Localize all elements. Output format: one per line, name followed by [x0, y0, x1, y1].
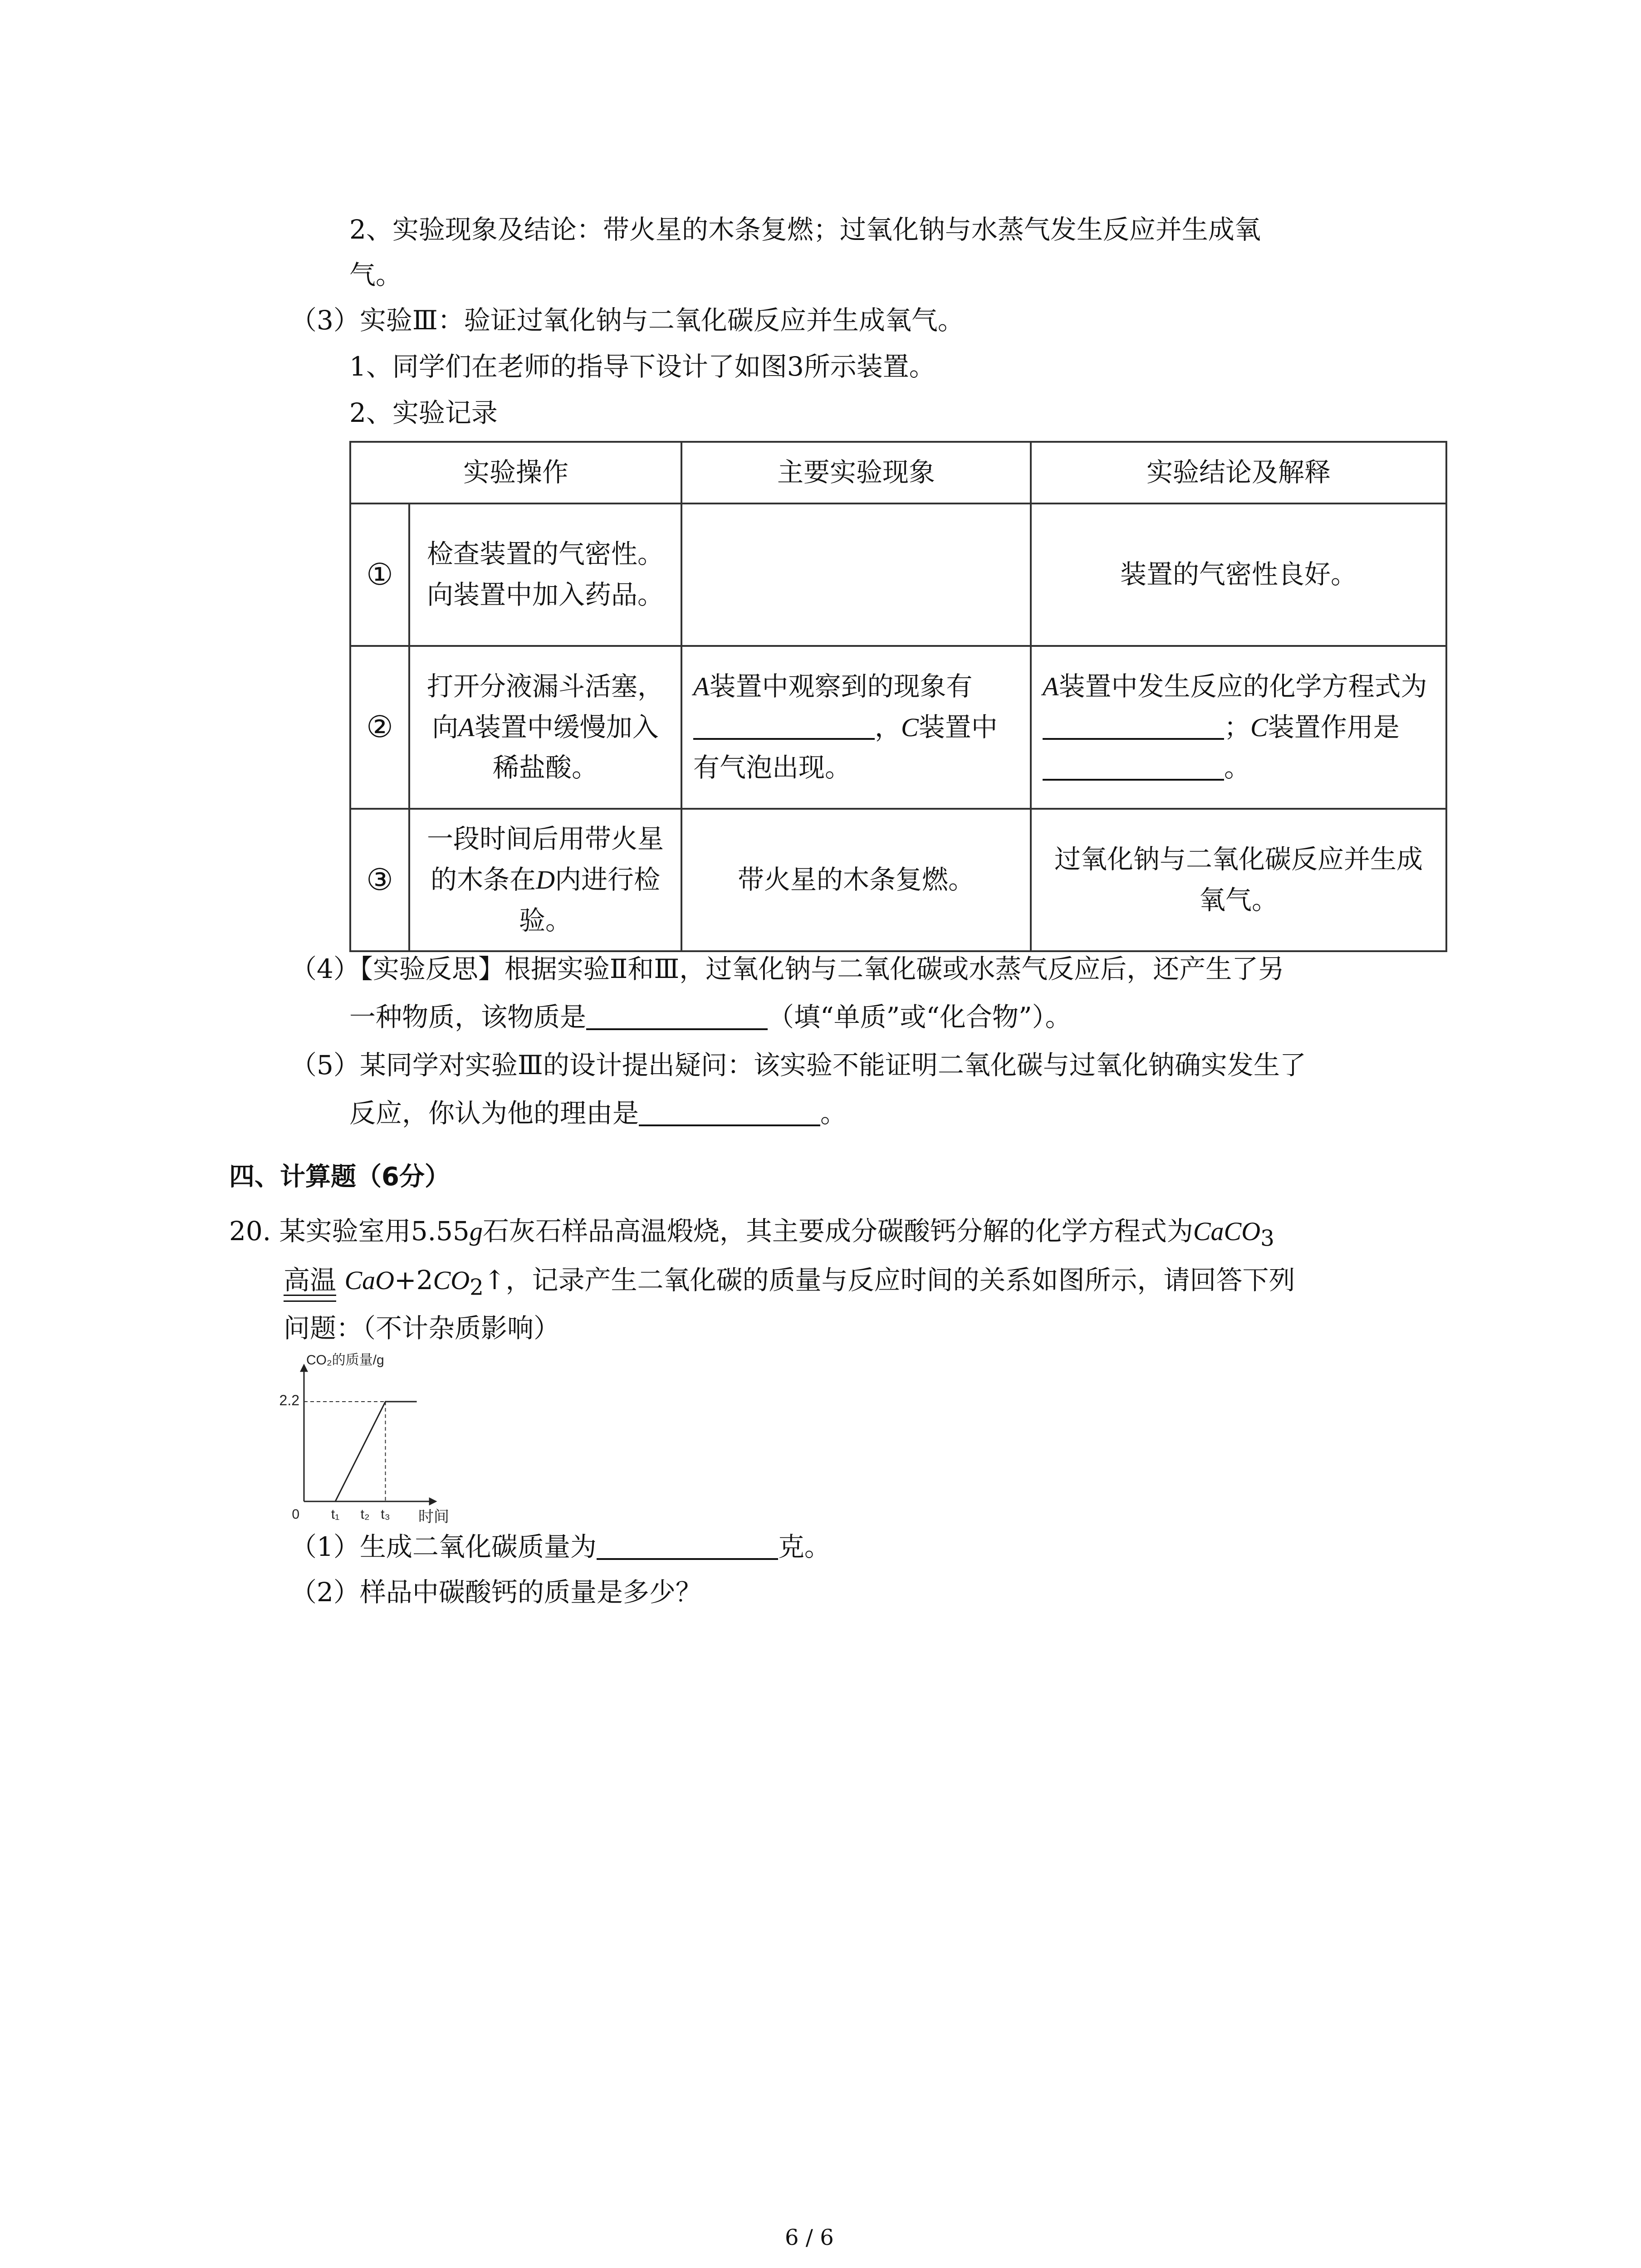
- row-number: ②: [350, 646, 409, 809]
- table-row: [350, 809, 1446, 951]
- y-axis-label: CO₂的质量/g: [306, 1353, 384, 1368]
- conclusion-cell: A装置中发生反应的化学方程式为；C装置作用是。: [1031, 646, 1446, 809]
- question-3-title: （3）实验Ⅲ：验证过氧化钠与二氧化碳反应并生成氧气。: [290, 305, 964, 336]
- table-header: 实验结论及解释: [1031, 442, 1446, 503]
- conclusion-cell: 装置的气密性良好。: [1031, 503, 1446, 646]
- row-number: ③: [350, 809, 409, 951]
- answer-blank[interactable]: [1043, 750, 1224, 781]
- co2-mass-line: [304, 1402, 417, 1501]
- text-line: 2、实验现象及结论：带火星的木条复燃；过氧化钠与水蒸气发生反应并生成氧: [349, 214, 1261, 245]
- page-number: 6 / 6: [785, 2225, 834, 2250]
- answer-blank[interactable]: [597, 1529, 778, 1560]
- phenomenon-cell: A装置中观察到的现象有，C装置中有气泡出现。: [681, 646, 1031, 809]
- co2-mass-chart: [254, 1352, 463, 1524]
- table-header: 主要实验现象: [681, 442, 1031, 503]
- x-axis-label: 时间: [418, 1508, 449, 1524]
- table-header: 实验操作: [350, 442, 681, 503]
- table-row: [350, 503, 1446, 646]
- question-5-cont: 反应，你认为他的理由是 。: [349, 1093, 847, 1134]
- row-number: ①: [350, 503, 409, 646]
- conclusion-cell: 过氧化钠与二氧化碳反应并生成氧气。: [1031, 809, 1446, 951]
- x-tick-label: t₁: [331, 1507, 340, 1522]
- answer-blank[interactable]: [693, 709, 875, 740]
- section-heading: 四、计算题（6分）: [229, 1162, 450, 1192]
- answer-blank[interactable]: [1043, 709, 1224, 740]
- text-line: 气。: [349, 259, 402, 290]
- x-tick-label: t₃: [381, 1507, 390, 1522]
- operation-cell: 一段时间后用带火星的木条在D内进行检验。: [409, 809, 681, 951]
- x-tick-label: t₂: [360, 1507, 370, 1522]
- text-line: 1、同学们在老师的指导下设计了如图3所示装置。: [349, 351, 936, 382]
- text-line: 2、实验记录: [349, 397, 498, 428]
- y-tick-label: 2.2: [279, 1392, 299, 1408]
- operation-cell: 检查装置的气密性。向装置中加入药品。: [409, 503, 681, 646]
- question-20-equation: 高温 $CaO+2CO_2↑$，记录产生二氧化碳的质量与反应时间的关系如图所示，请回答下列: [284, 1260, 1295, 1305]
- table-row: [350, 646, 1446, 809]
- question-5: （5）某同学对实验Ⅲ的设计提出疑问：该实验不能证明二氧化碳与过氧化钠确实发生了: [290, 1050, 1306, 1080]
- answer-blank[interactable]: [586, 999, 768, 1030]
- question-20-cont: 问题：（不计杂质影响）: [284, 1313, 560, 1344]
- reaction-condition: 高温: [284, 1260, 336, 1301]
- sub-question-2: （2）样品中碳酸钙的质量是多少？: [290, 1577, 702, 1608]
- question-4: （4）【实验反思】根据实验Ⅱ和Ⅲ，过氧化钠与二氧化碳或水蒸气反应后，还产生了另: [290, 953, 1285, 984]
- sub-question-1: （1）生成二氧化碳质量为 克。: [290, 1527, 831, 1568]
- experiment-record-table: [349, 441, 1447, 952]
- question-4-cont: 一种物质，该物质是 （填“单质”或“化合物”）。: [349, 997, 1072, 1038]
- operation-cell: 打开分液漏斗活塞，向A装置中缓慢加入稀盐酸。: [409, 646, 681, 809]
- answer-blank[interactable]: [639, 1095, 820, 1126]
- phenomenon-cell: [681, 503, 1031, 646]
- phenomenon-cell: 带火星的木条复燃。: [681, 809, 1031, 951]
- origin-label: 0: [292, 1507, 299, 1522]
- question-20: 20. 某实验室用5.55g石灰石样品高温煅烧，其主要成分碳酸钙分解的化学方程式为CaCO$_3$: [229, 1216, 1274, 1251]
